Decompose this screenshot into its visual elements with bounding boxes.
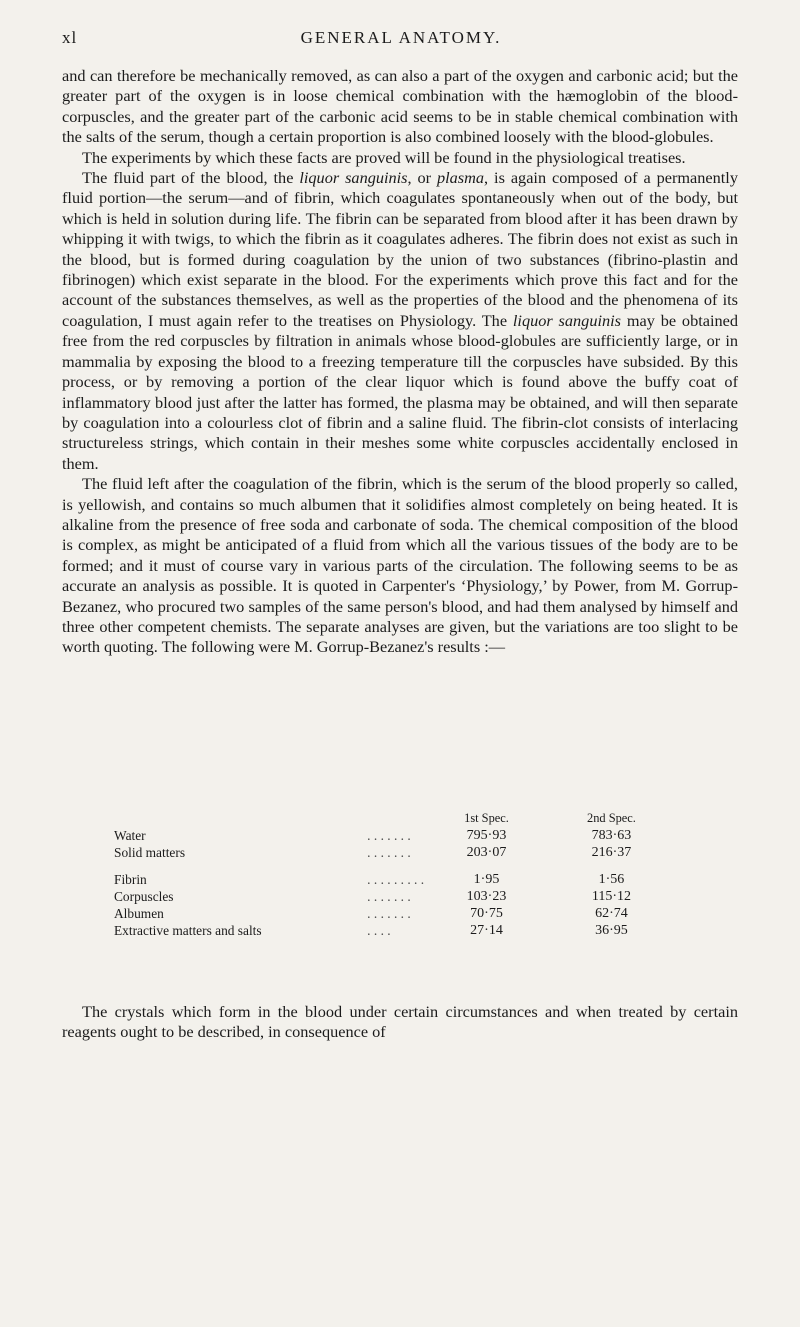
blood-analysis-table <box>114 810 674 939</box>
row-label: Albumen <box>114 906 164 921</box>
paragraph: The experiments by which these facts are proved will be found in the physiological treatises. <box>82 147 686 167</box>
row-label: Solid matters <box>114 845 186 860</box>
closing-text <box>62 1002 738 1043</box>
italic-term: plasma <box>437 168 485 188</box>
col-header-1st-spec: 1st Spec. <box>464 811 509 825</box>
value-1st: 27·14 <box>470 923 503 938</box>
italic-term: liquor sanguinis <box>512 310 621 330</box>
running-header <box>62 28 740 52</box>
leader-dots: . . . . . . . <box>367 845 411 860</box>
value-1st: 795·93 <box>466 828 507 843</box>
leader-dots: . . . . <box>367 923 391 938</box>
col-header-2nd-spec: 2nd Spec. <box>587 811 636 825</box>
table-spacer <box>114 861 674 871</box>
value-1st: 103·23 <box>466 889 507 904</box>
table-row <box>114 844 674 861</box>
value-2nd: 36·95 <box>595 923 628 938</box>
leader-dots: . . . . . . . <box>367 906 411 921</box>
italic-term: liquor sanguinis <box>299 168 408 188</box>
body-text <box>62 66 738 658</box>
value-1st: 203·07 <box>466 845 507 860</box>
value-2nd: 216·37 <box>591 845 632 860</box>
value-1st: 70·75 <box>470 906 503 921</box>
paragraph: The crystals which form in the blood under certain circumstances and when treated by certain reagents ought to be described, in consequence of <box>62 1002 738 1042</box>
table-row <box>114 905 674 922</box>
row-label: Fibrin <box>114 872 147 887</box>
value-2nd: 62·74 <box>595 906 628 921</box>
row-label: Corpuscles <box>114 889 174 904</box>
page-number: xl <box>62 28 78 47</box>
leader-dots: . . . . . . . . . <box>367 872 425 887</box>
table-row <box>114 827 674 844</box>
table-row <box>114 871 674 888</box>
row-label: Water <box>114 828 146 843</box>
table-header-row <box>114 810 674 827</box>
table-row <box>114 888 674 905</box>
paragraph: The fluid left after the coagulation of the fibrin, which is the serum of the blood properly so called, is yellowish, and contains so much albumen that it solidifies almost completely on being heated. It is alkaline from the presence of free soda and carbonate of soda. The chemical composition of the blood is complex, as might be anticipated of a fluid from which all the various tissues of the body are to be formed; and it must of course vary in various parts of the circulation. The following seems to be as accurate an analysis as possible. It is quoted in Carpenter's ‘Physiology,’ by Power, from M. Gorrup-Bezanez, who procured two samples of the same person's blood, and had them analysed by himself and three other competent chemists. The separate analyses are given, but the variations are too slight to be worth quoting. The following were M. Gorrup-Bezanez's results :— <box>62 474 738 657</box>
value-2nd: 115·12 <box>591 889 632 904</box>
leader-dots: . . . . . . . <box>367 828 411 843</box>
running-title: GENERAL ANATOMY. <box>300 28 502 47</box>
leader-dots: . . . . . . . <box>367 889 411 904</box>
paragraph: and can therefore be mechanically removed, as can also a part of the oxygen and carbonic acid; but the greater part of the oxygen is in loose chemical combination with the hæmoglobin of the blood-corpuscles, and the greater part of the carbonic acid seems to be in stable chemical combination with the salts of the serum, though a certain proportion is also combined loosely with the blood-globules. <box>62 66 738 147</box>
table-row <box>114 922 674 939</box>
row-label: Extractive matters and salts <box>114 923 262 938</box>
paragraph: The fluid part of the blood, the liquor sanguinis, or plasma, is again composed of a permanently fluid portion—the serum—and of fibrin, which coagulates spontaneously when out of the body, but which is held in solution during life. The fibrin can be separated from blood after it has been drawn by whipping it with twigs, to which the fibrin as it coagulates adheres. The fibrin does not exist as such in the blood, but is formed during coagulation by the union of two substances (fibrino-plastin and fibrinogen) which exist separate in the blood. For the experiments which prove this fact and for the account of the substances themselves, as well as the properties of the blood and the phenomena of its coagulation, I must again refer to the treatises on Physiology. The liquor sanguinis may be obtained free from the red corpuscles by filtration in animals whose blood-globules are sufficiently large, or in mammalia by exposing the blood to a freezing temperature till the corpuscles have subsided. By this process, or by removing a portion of the clear liquor which is found above the buffy coat of inflammatory blood just after the latter has formed, the plasma may be obtained, and will then separate by coagulation into a colourless clot of fibrin and a saline fluid. The fibrin-clot consists of interlacing structureless strings, which contain in their meshes some white corpuscles accidentally enclosed in them. <box>62 168 738 473</box>
value-2nd: 783·63 <box>591 828 632 843</box>
value-1st: 1·95 <box>473 872 500 887</box>
value-2nd: 1·56 <box>598 872 625 887</box>
